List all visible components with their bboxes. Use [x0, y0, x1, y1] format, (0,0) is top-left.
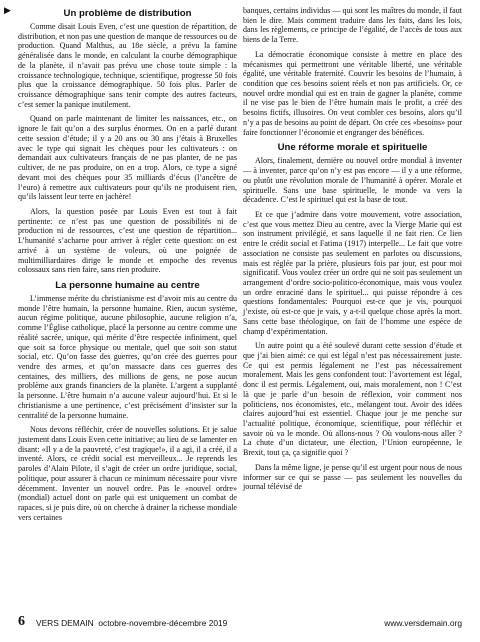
paragraph: L’immense mérite du christianisme est d’avoir mis au centre du monde l’être humain, la personne humaine. Rien, aucun système, aucun régime politique, aucune philosophie, aucune religion n’a, comme l’Église catholique, placé la personne au centre comme une réalité sacrée, unique, qui mérite d’être respectée infiniment, quel que soit sa force physique ou mentale, quel que soit son statut social, etc. Qu’on fasse des guerres, qu’on crée des guerres pour vendre des armes, et qu’on massacre dans ces guerres des centaines, des milliers, des millions de gens, ne pose aucun problème aux grands financiers de la planète. L’argent a supplanté la personne. L’être humain n’a aucune valeur aujourd’hui. Et si le christianisme a une pertinence, c’est précisément d’insister sur la centralité de la personne humaine. [18, 293, 237, 420]
paragraph: banques, certains individus — qui sont les maîtres du monde, il faut bien le dire. Mais comment traduire dans les faits, dans les lois, dans les règlements, ce principe de l’égalité, de l’accès de tous aux biens de la Terre. [243, 6, 462, 45]
paragraph: La démocratie économique consiste à mettre en place des mécanismes qui permettront une véritable liberté, une véritable égalité, une véritable fraternité. Couvrir les besoins de l’humain, à condition que ces besoins soient réels et non pas artificiels. Or, ce nouvel ordre mondial qui est en train de gagner la planète, comme il ne vise pas le bien de l’être humain mais le profit, a créé des besoins fictifs, illusoires. On veut combler ces besoins, alors qu’il n’y a pas de besoins au point de départ. On crée ces «besoins» pour faire fonctionner l’économie et engranger des bénéfices. [243, 49, 462, 137]
magazine-name: VERS DEMAIN [36, 618, 94, 628]
right-column [243, 6, 462, 497]
paragraph: Nous devons réfléchir, créer de nouvelles solutions. Et je salue justement dans Louis Even cette initiative; au lieu de se lamenter en disant: «Il y a de la pauvreté, c’est tragique!», il a agi, il a créé, il a inventé. Alors, ce crédit social est merveilleux... Je reprends les paroles d’Alain Pilote, il s’agit de créer un ordre juridique, social, politique, pour assurer à chacun ce minimum nécessaire pour vivre décemment. Inventer un nouvel ordre. Pas le «nouvel ordre» (mondial) actuel dont on parle qui est uniquement un combat de rapaces, si je puis dire, où on cherche à drainer la richesse mondiale vers certaines [18, 425, 237, 522]
heading-distribution: Un problème de distribution [63, 8, 192, 19]
arrow-marker-icon: ▶ [4, 5, 11, 15]
heading-reforme-morale: Une réforme morale et spirituelle [277, 142, 428, 154]
paragraph: Quand on parle maintenant de limiter les naissances, etc., on ignore le fait qu’on a des surplus énormes. On en a parlé durant cette session d’étude; il y a 20 ans ou 30 ans j’étais à Bruxelles avec le type qui signait les chèques pour les cultivateurs : on demandait aux cultivateurs français de ne pas planter, de ne pas cultiver, de ne pas produire, on en a trop. Alors, ce type a signé devant moi des chèques pour 35 milliards d’écus (l’ancêtre de l’euro) à remettre aux cultivateurs pour qu’ils ne produisent rien, qu’ils laissent leur terre en jachère! [18, 114, 237, 202]
heading-personne-humaine: La personne humaine au centre [55, 279, 200, 291]
website-link[interactable]: www.versdemain.org [384, 618, 462, 628]
paragraph: Un autre point qu a été soulevé durant cette session d’étude et que j’ai bien aimé: ce qui est légal n’est pas nécessairement juste. Ce qui est permis légalement ne l’est pas nécessairement moralement. Mais les gens confondent tout: l’avortement est légal, donc il est permis. Légalement, oui, mais moralement, non ! C’est là que je parle d’un besoin de réflexion, voir comment nos politiciens, nos économistes, etc., mélangent tout. Avoir des idées claires aujourd’hui est essentiel. Chaque jour je me penche sur l’actualité politique, économique, scientifique, pour réfléchir et savoir où va le monde. Où allons-nous ? Où voulons-nous aller ? La chute d’un dictateur, une élection, l’Union européenne, le Brexit, tout ça, ça signifie quoi ? [243, 341, 462, 458]
page-footer [18, 614, 462, 633]
paragraph: Alors, finalement, dernière ou nouvel ordre mondial à inventer — à inventer, parce qu’on n’y est pas encore — il y a une réforme, ou plutôt une révolution morale de l’humanité à opérer. Morale et spirituelle. Sans une base spirituelle, le monde va vers la décadence. C’est le spirituel qui est la base de tout. [243, 156, 462, 205]
paragraph: Et ce que j’admire dans votre mouvement, votre association, c’est que vous mettez Dieu au centre, avec la Vierge Marie qui est son instrument privilégié, et sans laquelle il ne fait rien. Ce lien entre le crédit social et Fatima (1917) interpelle... Le fait que votre association ne consiste pas seulement en parlotes ou discussions, mais est réglée par la prière, plusieurs fois par jour, est pour moi significatif. Vous voulez créer un ordre qui ne soit pas seulement un arrangement d’ordre socio-politico-économique, mais vous voulez un ordre enraciné dans le spirituel... qui puisse répondre à ces questions fondamentales: Pourquoi est-ce que je vis, pourquoi j’existe, où est-ce que je vais, y a-t-il quelque chose après la mort. Sans cette base théologique, on fait de l’homme une espèce de champ d’expérimentation. [243, 209, 462, 336]
left-column [4, 5, 237, 528]
paragraph: Dans la même ligne, je pense qu’il est urgent pour nous de nous informer sur ce qui se passe — pas seulement les nouvelles du journal télévisé de [243, 462, 462, 492]
issue-date: octobre-novembre-décembre 2019 [98, 618, 228, 628]
paragraph: Alors, la question posée par Louis Even est tout à fait pertinente: ce n’est pas une question de possibilités ni de production ni de ressources, c’est une question de répartition... L’humanité s’acharne pour arriver à régler cette question: on est arrivé à un système de voleurs, où une poignée de multimilliardaires dirige le monde et empoche des revenus colossaux sans rien faire, sans rien produire. [18, 206, 237, 275]
page-number: 6 [18, 614, 25, 629]
magazine-info [36, 618, 227, 628]
paragraph: Comme disait Louis Even, c’est une question de répartition, de distribution, et non pas une question de manque de ressources ou de production. Quand Malthus, au 18e siècle, a prévu la famine généralisée dans le monde, en calculant la courbe démographique de la planète, il n’avait pas prévu une chose toute simple : la croissance technologique, technique, scientifique, progresse 50 fois plus que la croissance démographique. 50 fois plus. Parler de croissance démographique sans tenir compte des autres facteurs, c’est semer la panique inutilement. [18, 22, 237, 109]
